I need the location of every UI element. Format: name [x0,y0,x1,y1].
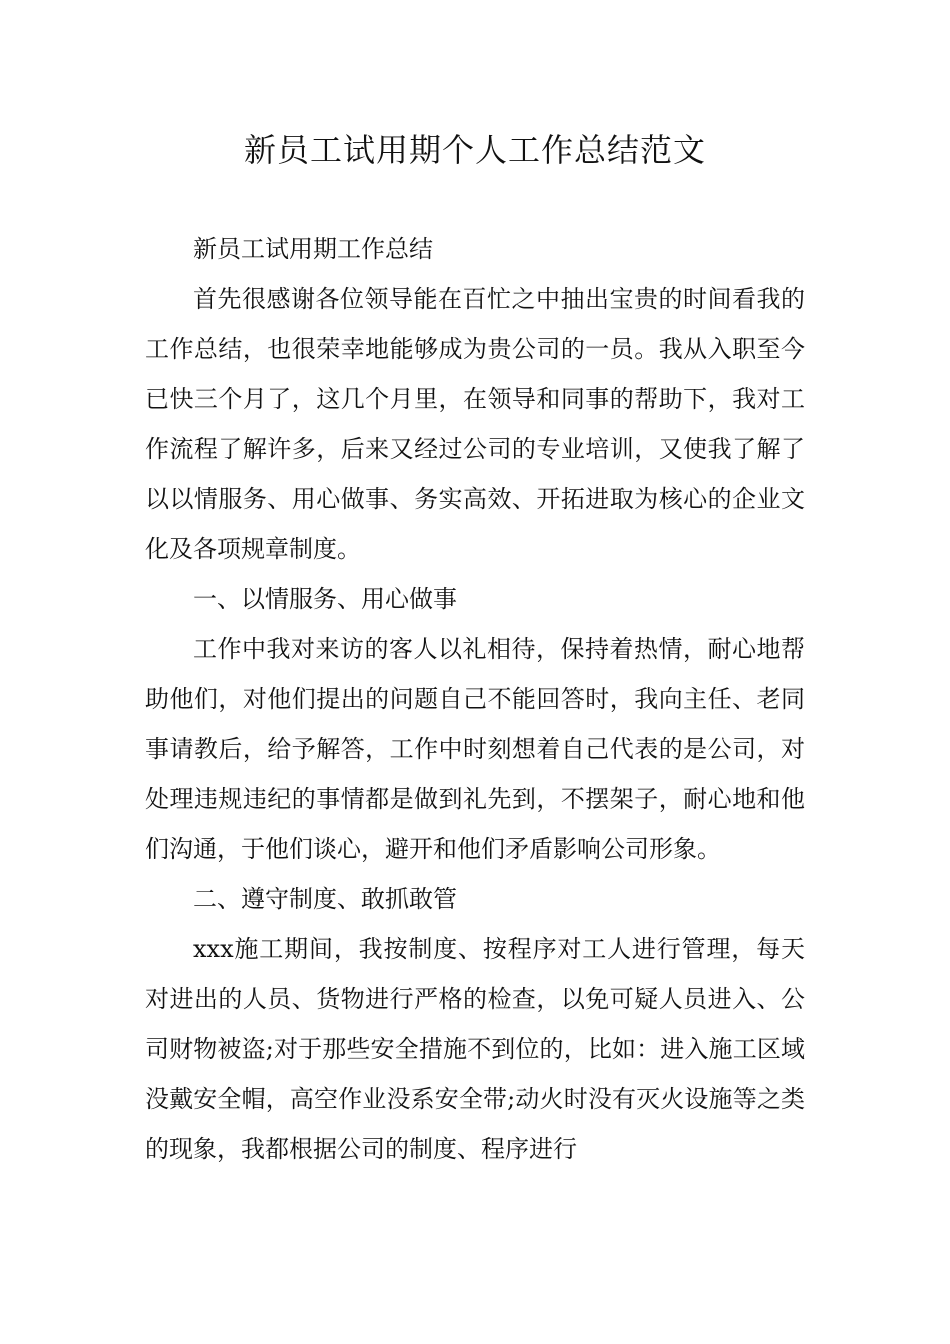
intro-paragraph: 首先很感谢各位领导能在百忙之中抽出宝贵的时间看我的工作总结，也很荣幸地能够成为贵公司的一员。我从入职至今已快三个月了，这几个月里，在领导和同事的帮助下，我对工作流程了解许多，后来又经过公司的专业培训，又使我了解了以以情服务、用心做事、务实高效、开拓进取为核心的企业文化及各项规章制度。 [145,285,805,563]
section-2-paragraph: xxx施工期间，我按制度、按程序对工人进行管理，每天对进出的人员、货物进行严格的检查，以免可疑人员进入、公司财物被盗;对于那些安全措施不到位的，比如：进入施工区域没戴安全帽，高空作业没系安全带;动火时没有灭火设施等之类的现象，我都根据公司的制度、程序进行 [145,935,805,1163]
subtitle-paragraph: 新员工试用期工作总结 [193,235,433,263]
document-title: 新员工试用期个人工作总结范文 [243,131,706,169]
section-1-paragraph: 工作中我对来访的客人以礼相待，保持着热情，耐心地帮助他们，对他们提出的问题自己不能回答时，我向主任、老同事请教后，给予解答，工作中时刻想着自己代表的是公司，对处理违规违纪的事情都是做到礼先到，不摆架子，耐心地和他们沟通，于他们谈心，避开和他们矛盾影响公司形象。 [145,635,805,863]
section-heading-2: 二、遵守制度、敢抓敢管 [193,885,457,913]
section-heading-1: 一、以情服务、用心做事 [193,585,457,613]
document-body [145,224,805,1174]
